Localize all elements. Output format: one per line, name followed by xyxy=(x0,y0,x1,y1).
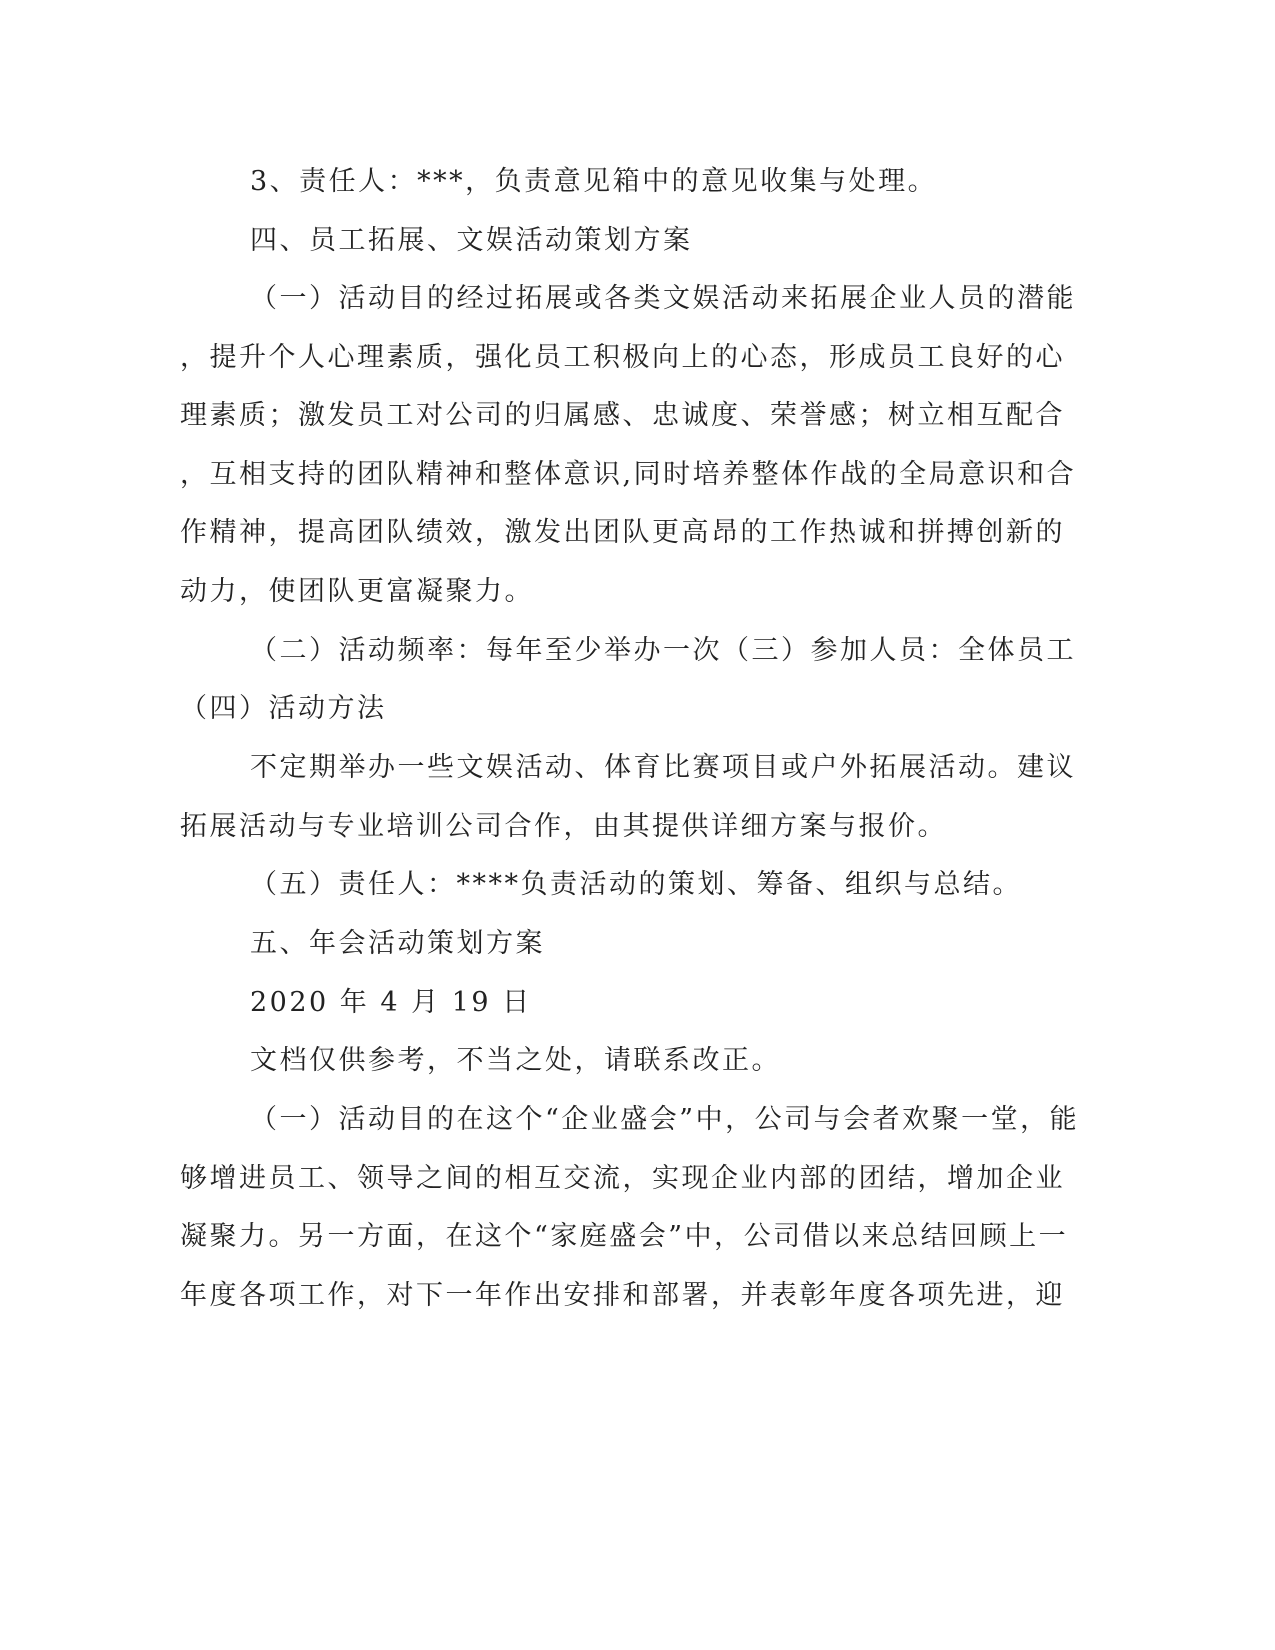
text-line: 够增进员工、领导之间的相互交流，实现企业内部的团结，增加企业 xyxy=(180,1163,1065,1194)
text-line: 凝聚力。另一方面，在这个“家庭盛会”中，公司借以来总结回顾上一 xyxy=(180,1221,1069,1252)
text-line-activity-purpose: （一）活动目的经过拓展或各类文娱活动来拓展企业人员的潜能 xyxy=(250,283,1076,314)
text-line: 年度各项工作，对下一年作出安排和部署，并表彰年度各项先进，迎 xyxy=(180,1280,1065,1311)
text-line: 拓展活动与专业培训公司合作，由其提供详细方案与报价。 xyxy=(180,811,947,842)
date-line: 2020 年 4 月 19 日 xyxy=(250,987,532,1018)
text-line-responsible-person-5: （五）责任人：****负责活动的策划、筹备、组织与总结。 xyxy=(250,869,1022,900)
section-heading-5: 五、年会活动策划方案 xyxy=(250,928,545,959)
text-line-responsible-person-3: 3、责任人：***，负责意见箱中的意见收集与处理。 xyxy=(250,166,938,197)
text-line: 不定期举办一些文娱活动、体育比赛项目或户外拓展活动。建议 xyxy=(250,752,1076,783)
text-line: ，互相支持的团队精神和整体意识,同时培养整体作战的全局意识和合 xyxy=(180,459,1077,490)
disclaimer-line: 文档仅供参考，不当之处，请联系改正。 xyxy=(250,1045,781,1076)
text-line-frequency-participants: （二）活动频率：每年至少举办一次（三）参加人员：全体员工 xyxy=(250,635,1076,666)
section-heading-4: 四、员工拓展、文娱活动策划方案 xyxy=(250,225,693,256)
text-line: 作精神，提高团队绩效，激发出团队更高昂的工作热诚和拼搏创新的 xyxy=(180,517,1065,548)
text-line: 理素质；激发员工对公司的归属感、忠诚度、荣誉感；树立相互配合 xyxy=(180,400,1065,431)
text-line-annual-meeting-purpose: （一）活动目的在这个“企业盛会”中，公司与会者欢聚一堂，能 xyxy=(250,1104,1080,1135)
text-line: 动力，使团队更富凝聚力。 xyxy=(180,576,534,607)
text-line-activity-method: （四）活动方法 xyxy=(180,693,387,724)
text-line: ，提升个人心理素质，强化员工积极向上的心态，形成员工良好的心 xyxy=(180,342,1065,373)
